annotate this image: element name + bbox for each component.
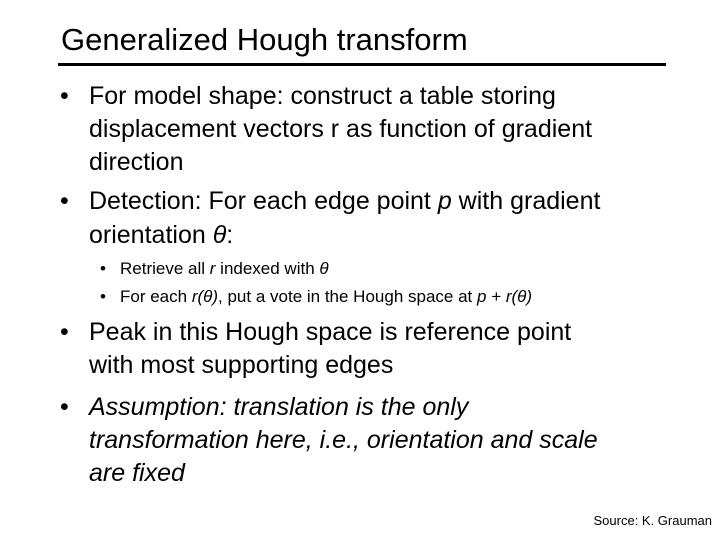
sub-bullet-marker: • xyxy=(100,287,106,306)
bullet-assumption-line-2: transformation here, i.e., orientation and scale xyxy=(89,426,598,454)
bullet-peak-line-2: with most supporting edges xyxy=(89,351,394,379)
bullet-marker: • xyxy=(60,393,69,421)
symbol-p-plus-r-theta: p + r(θ) xyxy=(476,287,533,306)
text-run: , put a vote in the Hough space at xyxy=(218,287,477,306)
bullet-assumption-line-1: Assumption: translation is the only xyxy=(89,393,469,421)
bullet-model-shape-line-2: displacement vectors r as function of gradient xyxy=(89,115,593,143)
symbol-r: r xyxy=(209,259,216,278)
bullet-marker: • xyxy=(60,82,69,110)
symbol-r-theta: r(θ) xyxy=(191,287,219,306)
bullet-assumption-line-3: are fixed xyxy=(89,459,185,487)
symbol-theta: θ xyxy=(212,221,227,249)
bullet-detection-line-1 xyxy=(89,185,600,217)
sub-bullet-retrieve-text xyxy=(120,258,329,280)
bullet-peak-line-1: Peak in this Hough space is reference point xyxy=(89,318,572,346)
source-credit: Source: K. Grauman xyxy=(593,513,712,528)
text-run: : xyxy=(226,221,234,249)
bullet-detection-line-2 xyxy=(89,219,233,251)
symbol-theta: θ xyxy=(319,259,329,278)
text-run: with gradient xyxy=(451,187,601,215)
bullet-marker: • xyxy=(60,187,69,215)
sub-bullet-marker: • xyxy=(100,259,106,278)
slide-title: Generalized Hough transform xyxy=(61,22,468,57)
text-run: For each xyxy=(120,287,192,306)
symbol-p: p xyxy=(437,187,452,215)
text-run: Detection: For each edge point xyxy=(89,187,438,215)
bullet-model-shape-line-3: direction xyxy=(89,148,184,176)
bullet-model-shape-line-1: For model shape: construct a table storing xyxy=(89,82,556,110)
text-run: indexed with xyxy=(215,259,320,278)
text-run: orientation xyxy=(89,221,213,249)
title-underline xyxy=(58,63,666,66)
sub-bullet-vote-text xyxy=(120,286,532,308)
text-run: Retrieve all xyxy=(120,259,210,278)
bullet-marker: • xyxy=(60,318,69,346)
